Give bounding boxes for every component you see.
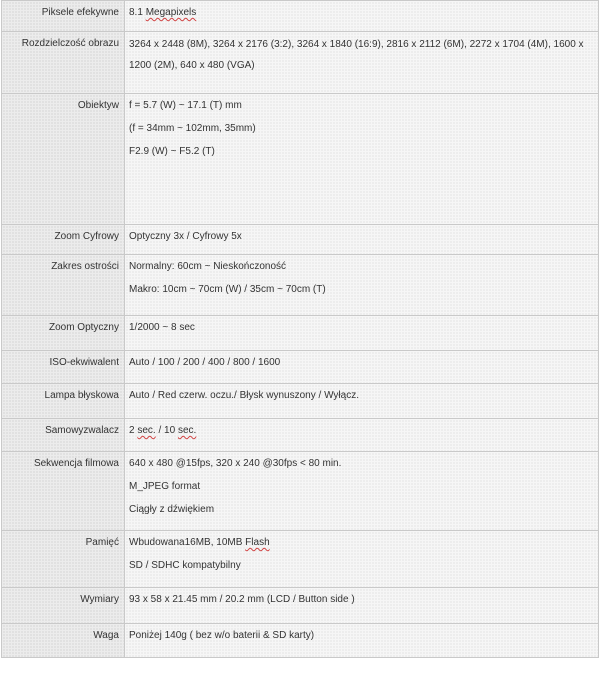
spec-value-line: 2 sec. / 10 sec. xyxy=(129,425,197,436)
spec-row xyxy=(2,94,599,225)
spec-label: Lampa błyskowa xyxy=(2,384,125,419)
camera-spec-table xyxy=(1,0,599,658)
spec-value-line: 93 x 58 x 21.45 mm / 20.2 mm (LCD / Button side ) xyxy=(129,594,355,605)
spec-value xyxy=(125,225,599,255)
spec-label: Pamięć xyxy=(2,531,125,588)
spec-value-line: SD / SDHC kompatybilny xyxy=(129,560,241,571)
spec-label: Piksele efekywne xyxy=(2,1,125,32)
spec-row xyxy=(2,1,599,32)
spec-value-line: 8.1 Megapixels xyxy=(129,7,197,18)
spec-value-line: Ciągły z dźwiękiem xyxy=(129,504,215,515)
spec-value-line: Wbudowana16MB, 10MB Flash xyxy=(129,537,270,548)
spec-label: Sekwencja filmowa xyxy=(2,452,125,531)
spec-value-line: Auto / 100 / 200 / 400 / 800 / 1600 xyxy=(129,357,281,368)
spec-value xyxy=(125,316,599,351)
spec-row xyxy=(2,225,599,255)
spec-value xyxy=(125,94,599,225)
spec-value-line: 640 x 480 @15fps, 320 x 240 @30fps < 80 min. xyxy=(129,458,342,469)
spec-label: Zoom Optyczny xyxy=(2,316,125,351)
spec-row xyxy=(2,624,599,658)
spec-label: Obiektyw xyxy=(2,94,125,225)
spec-value-line: F2.9 (W) ~ F5.2 (T) xyxy=(129,146,215,157)
spec-row xyxy=(2,419,599,452)
spec-value xyxy=(125,419,599,452)
spec-value-line: Auto / Red czerw. oczu./ Błysk wynuszony / Wyłącz. xyxy=(129,390,359,401)
spec-value xyxy=(125,32,599,94)
spec-label: Wymiary xyxy=(2,588,125,624)
spec-value-line: 3264 x 2448 (8M), 3264 x 2176 (3:2), 3264 x 1840 (16:9), 2816 x 2112 (6M), 2272 x 1704 (4M), 1600 x 1200 (2M), 640 x 480 (VGA) xyxy=(129,39,584,71)
spec-row xyxy=(2,588,599,624)
spec-value-line: Makro: 10cm ~ 70cm (W) / 35cm ~ 70cm (T) xyxy=(129,284,326,295)
spec-row xyxy=(2,531,599,588)
spec-value xyxy=(125,1,599,32)
spec-table-body xyxy=(2,1,599,658)
spec-row xyxy=(2,351,599,384)
spec-label: ISO-ekwiwalent xyxy=(2,351,125,384)
spec-value xyxy=(125,351,599,384)
spec-row xyxy=(2,255,599,316)
spec-value xyxy=(125,588,599,624)
spec-value-line: Optyczny 3x / Cyfrowy 5x xyxy=(129,231,242,242)
spec-value xyxy=(125,384,599,419)
spec-label: Waga xyxy=(2,624,125,658)
spec-label: Samowyzwalacz xyxy=(2,419,125,452)
spec-label: Rozdzielczość obrazu xyxy=(2,32,125,94)
spec-label: Zakres ostrości xyxy=(2,255,125,316)
spec-value-line: 1/2000 ~ 8 sec xyxy=(129,322,195,333)
spec-row xyxy=(2,384,599,419)
spec-row xyxy=(2,316,599,351)
spec-value-line: Normalny: 60cm ~ Nieskończoność xyxy=(129,261,287,272)
spec-value-line: (f = 34mm ~ 102mm, 35mm) xyxy=(129,123,256,134)
spec-row xyxy=(2,452,599,531)
spec-value xyxy=(125,452,599,531)
spec-value xyxy=(125,255,599,316)
spec-value-line: M_JPEG format xyxy=(129,481,201,492)
spec-value xyxy=(125,531,599,588)
spec-label: Zoom Cyfrowy xyxy=(2,225,125,255)
spec-value-line: Poniżej 140g ( bez w/o baterii & SD karty) xyxy=(129,630,315,641)
spec-value xyxy=(125,624,599,658)
spec-value-line: f = 5.7 (W) ~ 17.1 (T) mm xyxy=(129,100,242,111)
spec-row xyxy=(2,32,599,94)
